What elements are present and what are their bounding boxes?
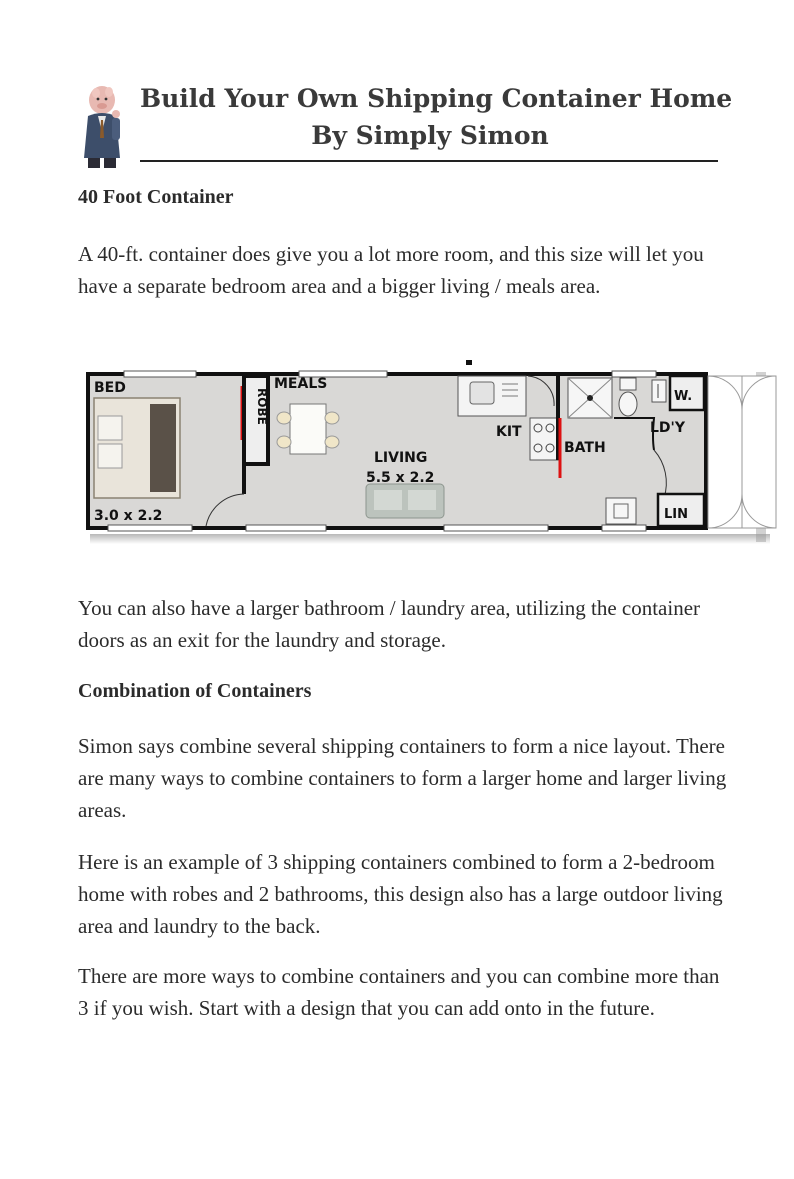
floor-plan (84, 358, 784, 554)
title-divider (140, 160, 718, 162)
shower-drain (587, 395, 593, 401)
meals-table-icon (290, 404, 326, 454)
label-robe: ROBE (255, 388, 269, 425)
window-top-3 (612, 371, 656, 377)
paragraph-40ft-intro: A 40-ft. container does give you a lot more room, and this size will let you have a separate bedroom area and a bigger living / meals area. (78, 242, 704, 298)
section-heading-combination: Combination of Containers (78, 680, 312, 702)
toilet-cistern (620, 378, 636, 390)
label-lin: LIN (664, 507, 689, 522)
label-living: LIVING (374, 450, 428, 466)
chair-3 (325, 412, 339, 424)
window-top-1 (124, 371, 196, 377)
washer-icon (652, 380, 666, 402)
stove-icon (530, 418, 558, 460)
top-vent-mark (466, 360, 472, 365)
label-meals: MEALS (274, 376, 328, 392)
pillow-1 (98, 416, 122, 440)
title-line-2: By Simply Simon (311, 121, 549, 150)
section-heading-40-foot: 40 Foot Container (78, 186, 234, 208)
label-w: W. (674, 389, 693, 404)
paragraph-bathroom-laundry: You can also have a larger bathroom / laundry area, utilizing the container doors as an exit for the laundry and storage. (78, 596, 701, 652)
window-bottom-1 (108, 525, 192, 531)
toilet-icon (619, 392, 637, 416)
sofa-seat-1 (374, 490, 402, 510)
page-title (140, 80, 733, 154)
paragraph-3-container-example: Here is an example of 3 shipping containers combined to form a 2-bedroom home with robes and 2 bathrooms, this design also has a large outdoor living area and laundry to the back. (78, 850, 723, 938)
label-living-size: 5.5 x 2.2 (366, 470, 435, 486)
window-bottom-3 (444, 525, 548, 531)
chair-1 (277, 412, 291, 424)
pillow-2 (98, 444, 122, 468)
chair-2 (277, 436, 291, 448)
title-line-1: Build Your Own Shipping Container Home (140, 84, 733, 113)
label-kit: KIT (496, 424, 522, 440)
label-bed-size: 3.0 x 2.2 (94, 508, 163, 524)
bed-runner (150, 404, 176, 492)
chair-4 (325, 436, 339, 448)
window-bottom-4 (602, 525, 646, 531)
author-avatar (78, 80, 128, 170)
label-bath: BATH (564, 440, 606, 456)
sink-icon (470, 382, 494, 404)
trough-icon (606, 498, 636, 524)
sofa-seat-2 (408, 490, 436, 510)
window-bottom-2 (246, 525, 326, 531)
label-bed: BED (94, 380, 126, 396)
label-ldy: LD'Y (650, 420, 685, 436)
paragraph-combine-intro: Simon says combine several shipping containers to form a nice layout. There are many ways to combine containers to form a larger home and larger living areas. (78, 734, 727, 822)
paragraph-more-ways: There are more ways to combine containers and you can combine more than 3 if you wish. Start with a design that you can add onto in the future. (78, 964, 720, 1020)
plan-shadow (90, 534, 770, 544)
